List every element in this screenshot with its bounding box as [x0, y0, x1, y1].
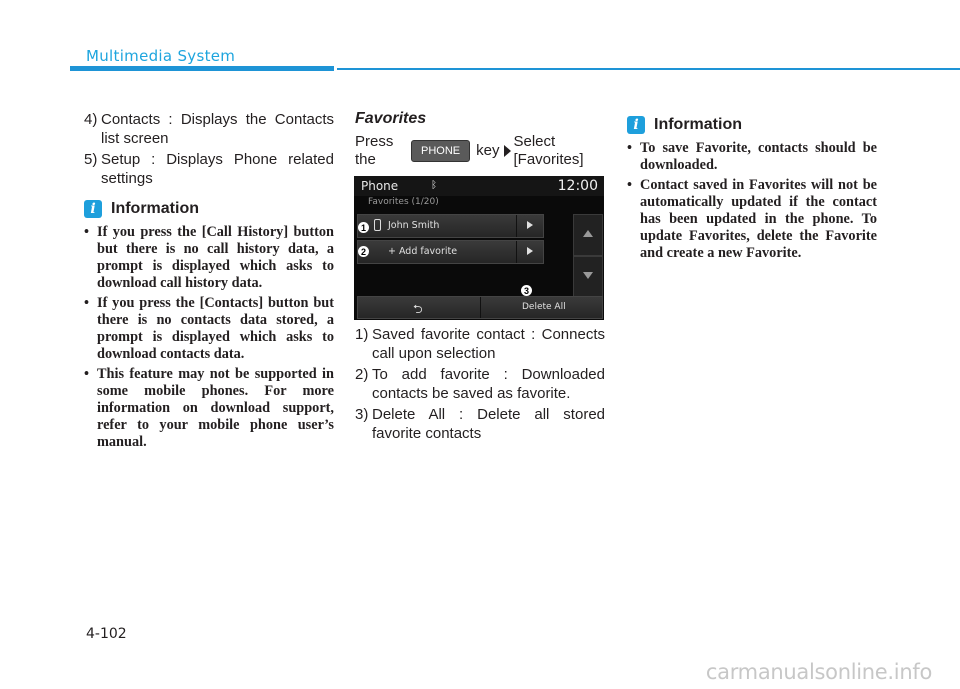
- clock: 12:00: [557, 178, 598, 194]
- add-favorite-label: + Add favorite: [388, 246, 458, 257]
- scroll-down-button[interactable]: [573, 256, 603, 298]
- callout-1: 1: [358, 222, 369, 233]
- scroll-up-button[interactable]: [573, 214, 603, 256]
- arrow-right-icon: [504, 145, 511, 157]
- information-heading: [84, 200, 334, 218]
- bottom-bar: [357, 296, 603, 319]
- list-item: [84, 150, 334, 188]
- header-rule-thick: [70, 66, 334, 71]
- item-text: Contacts : Displays the Contacts list screen: [101, 111, 334, 147]
- bullet-item: • If you press the [Contacts] button but there is no contacts data stored, a prompt is displayed which asks to download contacts data.: [84, 295, 334, 363]
- instruction-key-word: key: [476, 142, 500, 159]
- information-title: Information: [111, 200, 199, 217]
- favorites-heading: Favorites: [355, 110, 427, 127]
- watermark: carmanualsonline.info: [705, 660, 932, 684]
- header-rule-thin: [337, 68, 960, 70]
- list-item: [84, 110, 334, 148]
- phone-favorites-screen: [354, 176, 604, 320]
- back-icon[interactable]: ⮌: [413, 302, 423, 316]
- phone-key-badge: PHONE: [411, 140, 470, 162]
- info-icon: i: [627, 116, 645, 134]
- item-text: Setup : Displays Phone related settings: [101, 151, 334, 187]
- play-icon[interactable]: [527, 221, 533, 229]
- add-favorite-row[interactable]: [357, 240, 544, 264]
- column-2: [355, 110, 605, 169]
- play-icon[interactable]: [527, 247, 533, 255]
- bullet-item: • Contact saved in Favorites will not be automatically updated if the contact has been updated in the phone. To update Favorites, delete the Favorite and create a new Favorite.: [627, 177, 877, 262]
- favorite-contact-row[interactable]: [357, 214, 544, 238]
- divider: [516, 215, 517, 237]
- divider: [480, 297, 481, 318]
- information-heading: [627, 116, 877, 134]
- item-number: 5): [84, 151, 98, 168]
- bullet-item: • This feature may not be supported in some mobile phones. For more information on download support, refer to your mobile phone user’s manual.: [84, 366, 334, 451]
- callout-3: 3: [521, 285, 532, 296]
- item-text: Saved favorite contact : Connects call upon selection: [372, 326, 605, 362]
- item-number: 1): [355, 326, 369, 343]
- list-item: [355, 405, 605, 443]
- favorites-description-list: [355, 325, 605, 445]
- callout-2: 2: [358, 246, 369, 257]
- instruction-suffix: Select [Favorites]: [513, 133, 584, 168]
- information-title: Information: [654, 116, 742, 133]
- bullet-item: • To save Favorite, contacts should be downloaded.: [627, 140, 877, 174]
- instruction-line: [355, 133, 605, 169]
- bluetooth-icon: ᛒ: [431, 180, 437, 191]
- triangle-up-icon: [583, 230, 593, 237]
- info-icon: i: [84, 200, 102, 218]
- contact-name: John Smith: [388, 220, 440, 231]
- item-text: Delete All : Delete all stored favorite contacts: [372, 406, 605, 442]
- bullet-item: • If you press the [Call History] button but there is no call history data, a prompt is displayed which asks to download call history data.: [84, 224, 334, 292]
- triangle-down-icon: [583, 272, 593, 279]
- list-item: [355, 325, 605, 363]
- favorites-count: Favorites (1/20): [368, 197, 439, 207]
- page-number: 4-102: [86, 626, 127, 642]
- column-3: [627, 104, 877, 265]
- item-number: 2): [355, 366, 369, 383]
- item-text: To add favorite : Downloaded contacts be saved as favorite.: [372, 366, 605, 402]
- screen-title: Phone: [361, 179, 399, 193]
- delete-all-button[interactable]: Delete All: [522, 302, 566, 312]
- mobile-phone-icon: [374, 219, 381, 231]
- section-title: Multimedia System: [86, 47, 236, 65]
- divider: [516, 241, 517, 263]
- list-item: [355, 365, 605, 403]
- item-number: 3): [355, 406, 369, 423]
- column-1: [84, 110, 334, 454]
- instruction-prefix: Press the: [355, 133, 394, 168]
- item-number: 4): [84, 111, 98, 128]
